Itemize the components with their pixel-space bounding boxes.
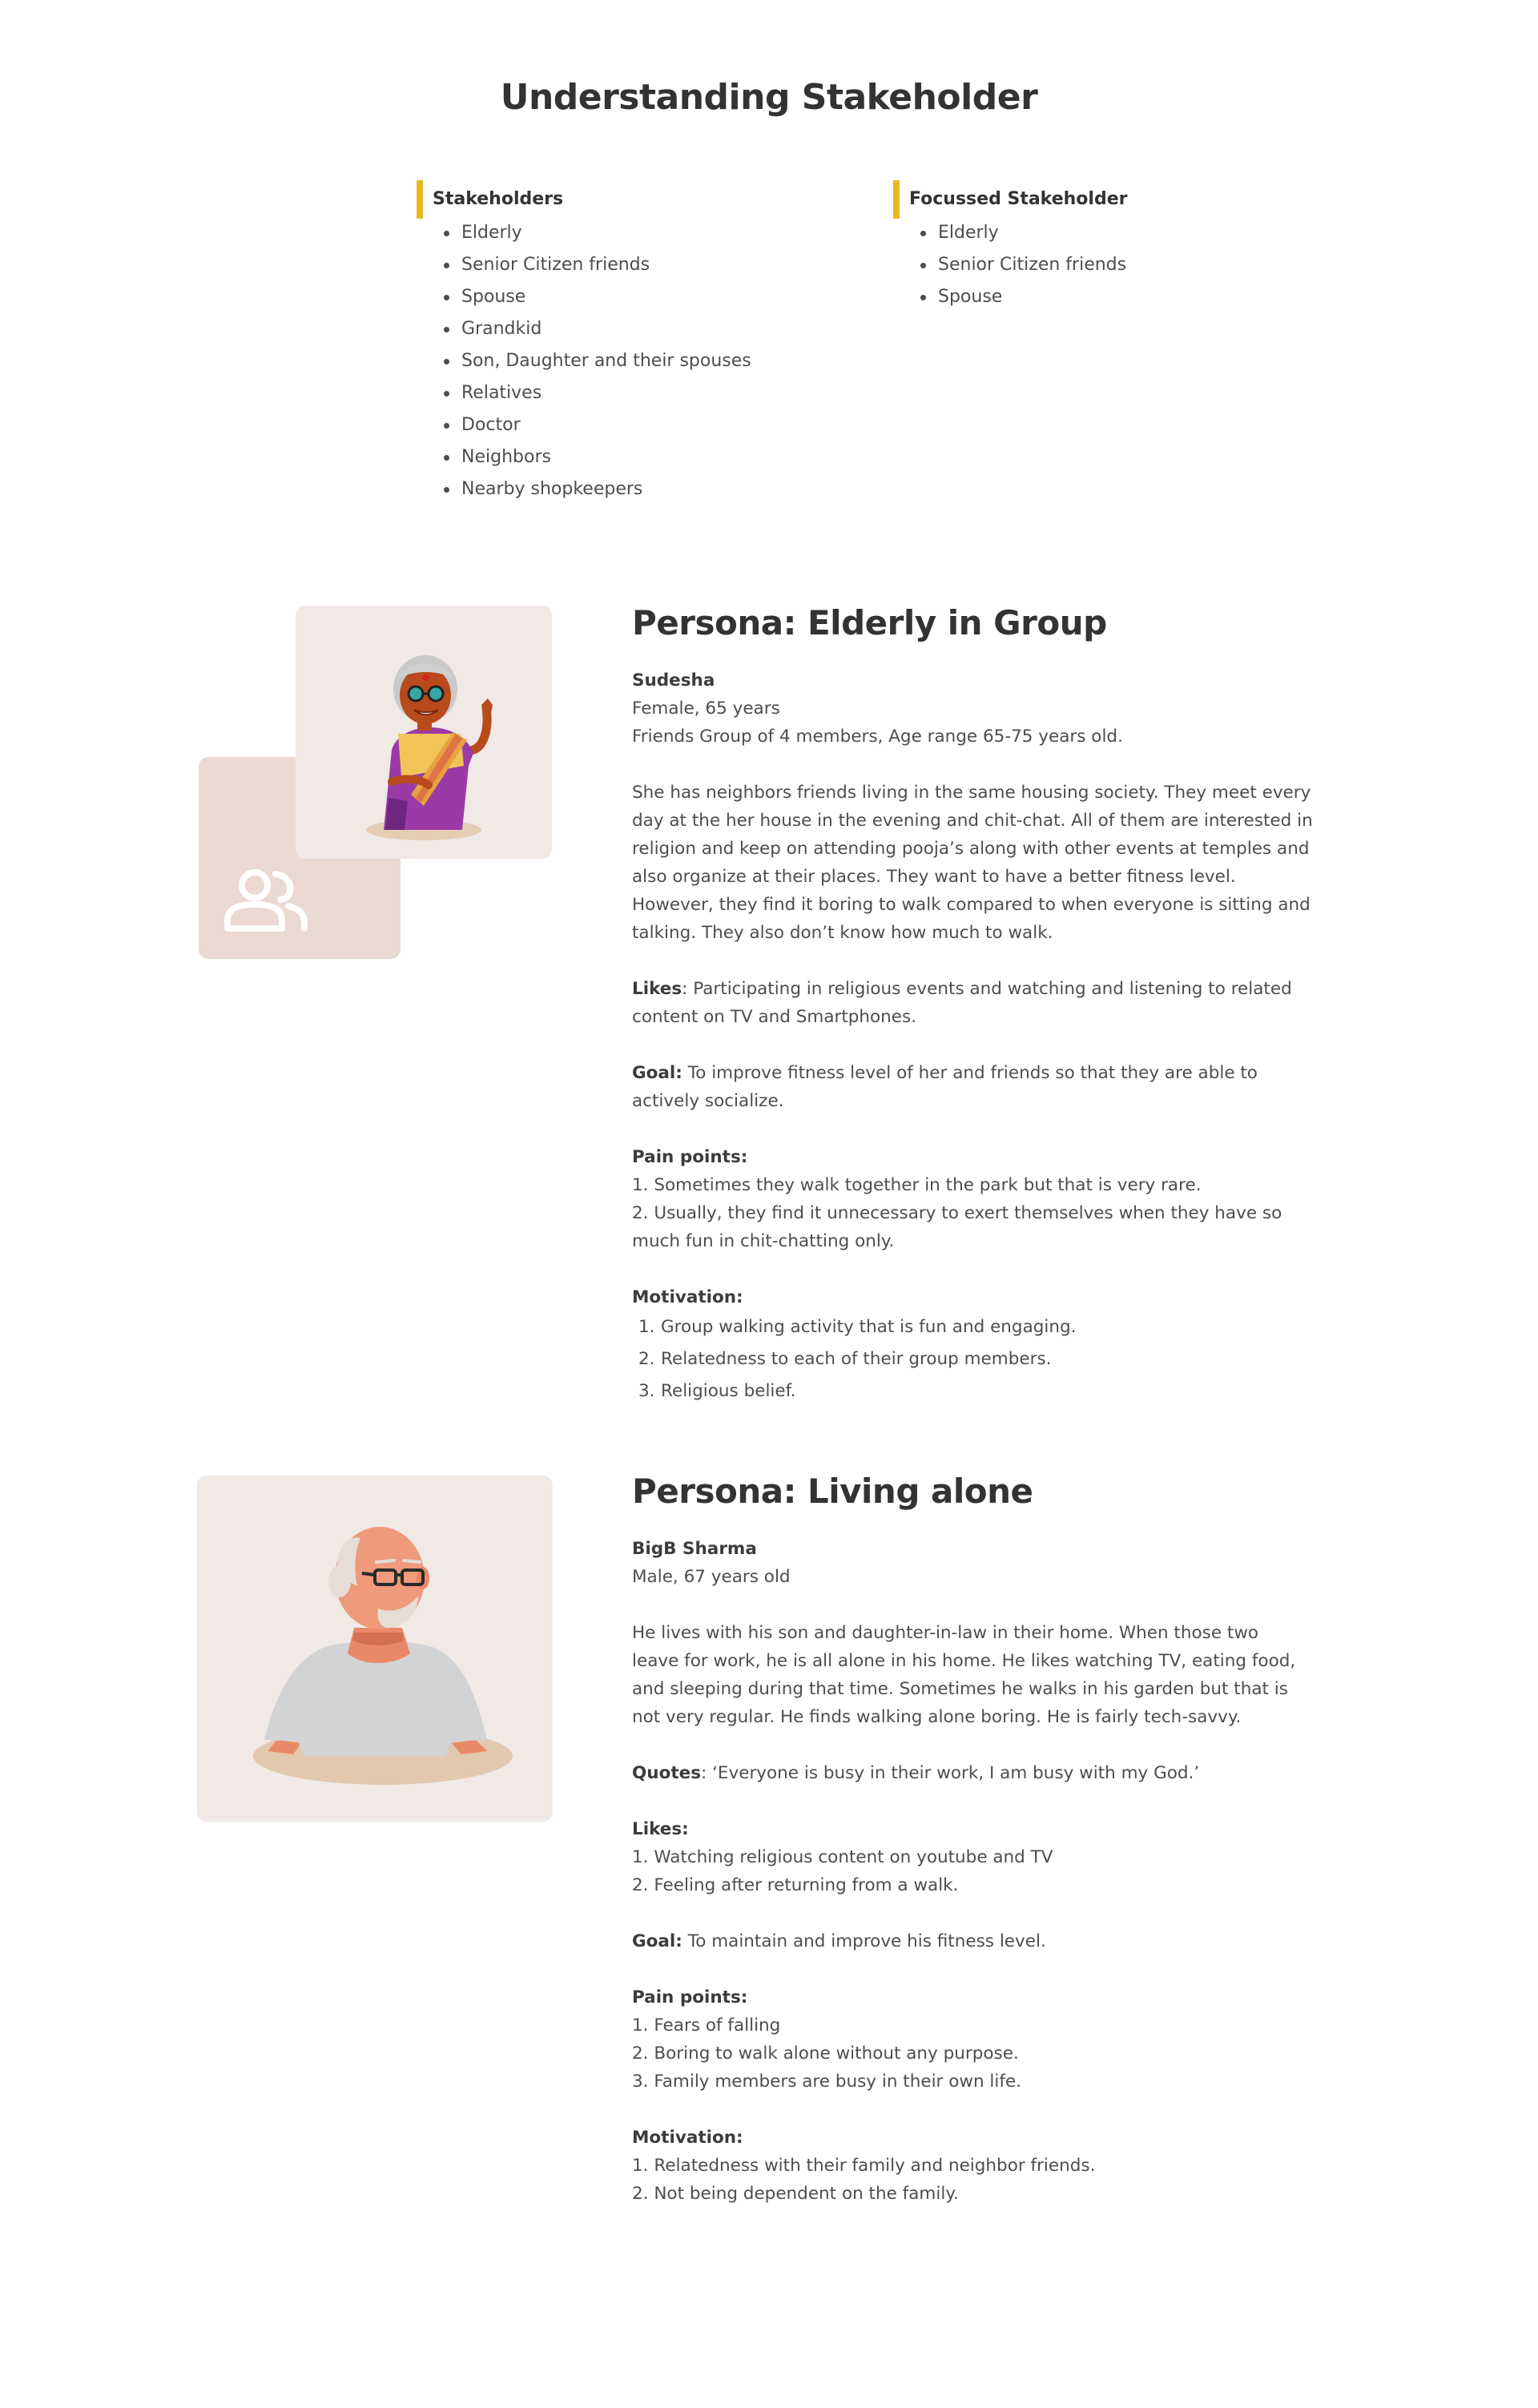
pain-points-label: Pain points:	[632, 1147, 748, 1167]
page-title: Understanding Stakeholder	[500, 77, 1038, 118]
goal-text: To improve fitness level of her and friends so that they are able to	[682, 1063, 1258, 1083]
stakeholders-list	[417, 217, 751, 505]
likes-line: 2. Feeling after returning from a walk.	[632, 1875, 959, 1895]
persona-description-line: He lives with his son and daughter-in-law in their home. When those two	[632, 1623, 1259, 1643]
pain-point-line: 2. Boring to walk alone without any purpose.	[632, 2044, 1019, 2064]
list-item: Doctor	[417, 409, 751, 441]
elderly-woman-card	[296, 606, 552, 859]
persona-description-line: day at the her house in the evening and chit-chat. All of them are interested in	[632, 811, 1313, 831]
persona-demographic: Male, 67 years old	[632, 1567, 791, 1587]
list-item: Elderly	[417, 217, 751, 249]
list-item: Senior Citizen friends	[893, 249, 1127, 281]
persona-description-line: and sleeping during that time. Sometimes he walks in his garden but that is	[632, 1679, 1288, 1699]
persona-title: Persona: Elderly in Group	[632, 603, 1107, 642]
persona-group-info: Friends Group of 4 members, Age range 65-75 years old.	[632, 727, 1123, 747]
motivation-label: Motivation:	[632, 2128, 743, 2148]
motivation-label: Motivation:	[632, 1287, 743, 1307]
motivation-line: 2. Not being dependent on the family.	[632, 2184, 959, 2204]
list-item: 3. Religious belief.	[638, 1381, 796, 1401]
list-item: Neighbors	[417, 441, 751, 473]
likes-text: : Participating in religious events and watching and listening to related	[682, 979, 1292, 999]
motivation-list	[632, 1311, 1313, 1407]
focussed-stakeholder-section	[893, 180, 1127, 313]
stakeholders-section	[417, 180, 751, 505]
persona-description-line: religion and keep on attending pooja’s along with other events at temples and	[632, 839, 1310, 859]
elderly-man-illustration	[197, 1476, 553, 1822]
persona-elderly-in-group	[632, 599, 1313, 1407]
pain-point-line: much fun in chit-chatting only.	[632, 1231, 895, 1251]
persona-name: BigB Sharma	[632, 1539, 757, 1559]
list-item: Relatives	[417, 377, 751, 409]
list-item: 2. Relatedness to each of their group members.	[638, 1349, 1052, 1369]
pain-point-line: 2. Usually, they find it unnecessary to exert themselves when they have so	[632, 1203, 1282, 1223]
likes-label: Likes:	[632, 1819, 689, 1839]
elderly-woman-illustration	[296, 606, 552, 859]
persona-title: Persona: Living alone	[632, 1472, 1033, 1511]
list-item: Son, Daughter and their spouses	[417, 345, 751, 377]
persona-likes-cont: content on TV and Smartphones.	[632, 1007, 917, 1027]
quotes-text: : ‘Everyone is busy in their work, I am busy with my God.’	[701, 1763, 1200, 1783]
list-item: Spouse	[417, 281, 751, 313]
persona-description-line: leave for work, he is all alone in his home. He likes watching TV, eating food,	[632, 1651, 1296, 1671]
likes-label: Likes	[632, 979, 682, 999]
pain-points-label: Pain points:	[632, 1987, 748, 2007]
list-item: Senior Citizen friends	[417, 249, 751, 281]
persona-description-line: not very regular. He finds walking alone boring. He is fairly tech-savvy.	[632, 1707, 1242, 1727]
persona-description-line: However, they find it boring to walk compared to when everyone is sitting and	[632, 895, 1311, 915]
list-item: Elderly	[893, 217, 1127, 249]
persona-description-line: talking. They also don’t know how much to walk.	[632, 923, 1053, 943]
quotes-label: Quotes	[632, 1763, 702, 1783]
list-item: Spouse	[893, 281, 1127, 313]
persona-living-alone	[632, 1468, 1313, 2208]
persona-name: Sudesha	[632, 670, 715, 691]
focussed-heading: Focussed Stakeholder	[893, 180, 1127, 219]
focussed-list	[893, 217, 1127, 313]
goal-text: To maintain and improve his fitness level.	[682, 1931, 1046, 1951]
pain-point-line: 1. Sometimes they walk together in the park but that is very rare.	[632, 1175, 1202, 1195]
persona-description-line: also organize at their places. They want to have a better fitness level.	[632, 867, 1236, 887]
goal-label: Goal:	[632, 1931, 682, 1951]
stakeholders-heading: Stakeholders	[417, 180, 751, 219]
persona-demographic: Female, 65 years	[632, 699, 780, 719]
persona-goal	[632, 1059, 1313, 1087]
list-item: 1. Group walking activity that is fun and engaging.	[638, 1317, 1077, 1337]
persona-goal-cont: actively socialize.	[632, 1091, 784, 1111]
list-item: Nearby shopkeepers	[417, 473, 751, 505]
pain-point-line: 1. Fears of falling	[632, 2015, 781, 2036]
persona-quote	[632, 1759, 1313, 1787]
motivation-line: 1. Relatedness with their family and neighbor friends.	[632, 2156, 1096, 2176]
list-item: Grandkid	[417, 313, 751, 345]
persona-description-line: She has neighbors friends living in the same housing society. They meet every	[632, 783, 1311, 803]
persona-likes	[632, 975, 1313, 1003]
pain-point-line: 3. Family members are busy in their own life.	[632, 2072, 1022, 2092]
persona-goal	[632, 1927, 1313, 1955]
people-group-icon	[223, 868, 308, 932]
likes-line: 1. Watching religious content on youtube and TV	[632, 1847, 1053, 1867]
elderly-man-card	[197, 1476, 553, 1822]
goal-label: Goal:	[632, 1063, 682, 1083]
